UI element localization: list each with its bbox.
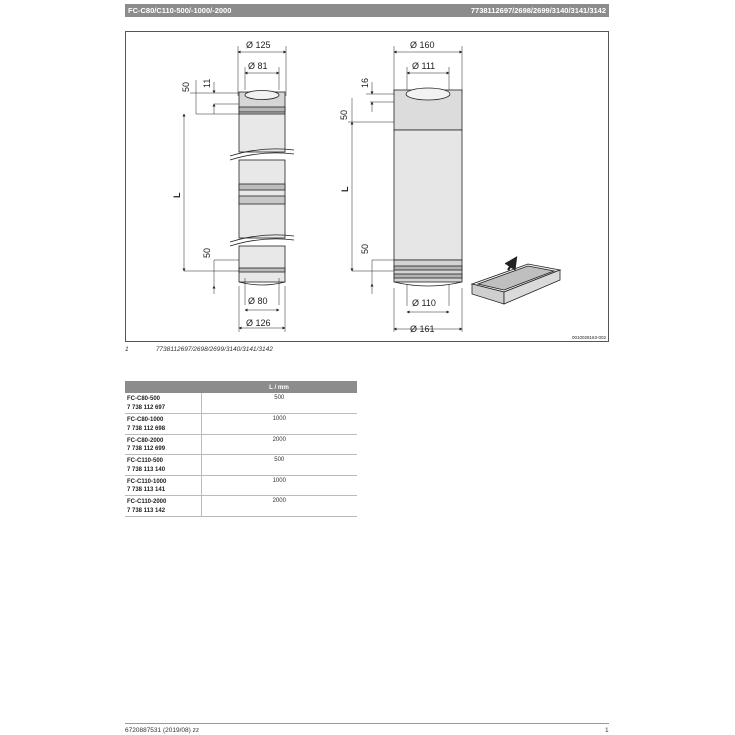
pipe1-d-inner-top: Ø 81 xyxy=(248,61,268,71)
table-row xyxy=(125,434,357,455)
product-length: 500 xyxy=(201,393,357,414)
product-name: FC-C80-500 xyxy=(127,396,161,402)
table-row xyxy=(125,393,357,414)
pipe2-d-outer-top: Ø 160 xyxy=(410,40,435,50)
pipe2-dim-L: L xyxy=(340,186,350,192)
product-length: 500 xyxy=(201,455,357,476)
pipe1-d-outer-top: Ø 125 xyxy=(246,40,271,50)
footer-divider xyxy=(125,723,609,724)
product-name: FC-C110-1000 xyxy=(127,478,167,485)
product-name: FC-C80-1000 xyxy=(127,417,164,423)
pipe1-dim-50-bottom: 50 xyxy=(202,247,212,258)
length-table xyxy=(125,381,357,517)
product-code: 7 738 113 141 xyxy=(127,487,166,493)
pipe2-d-inner-top: Ø 111 xyxy=(412,61,436,71)
pipe-drawing-svg xyxy=(126,32,610,343)
product-length: 1000 xyxy=(201,414,357,435)
table-header-length: L / mm xyxy=(201,381,357,393)
product-code: 7 738 113 140 xyxy=(127,466,166,473)
product-length: 1000 xyxy=(201,475,357,496)
package-box-icon xyxy=(472,258,560,304)
technical-drawing xyxy=(125,31,609,342)
pipe2-d-inner-bottom: Ø 110 xyxy=(412,298,436,308)
product-name: FC-C110-2000 xyxy=(127,499,167,505)
pipe1-d-outer-bottom: Ø 126 xyxy=(246,318,271,328)
page-header xyxy=(125,4,609,17)
figure-caption xyxy=(125,346,273,353)
header-article-numbers: 7738112697/2698/2699/3140/3141/3142 xyxy=(470,6,606,15)
table-row xyxy=(125,455,357,476)
pipe1-dim-L: L xyxy=(172,192,182,198)
header-title: FC-C80/C110-500/-1000/-2000 xyxy=(128,6,232,15)
product-code: 7 738 112 699 xyxy=(127,446,166,452)
pipe2-dim-16: 16 xyxy=(360,77,370,88)
pipe1-dim-11: 11 xyxy=(202,78,212,88)
footer-page-number: 1 xyxy=(605,727,609,734)
table-header-row xyxy=(125,381,357,393)
pipe1-dim-50-top: 50 xyxy=(181,81,191,92)
table-row xyxy=(125,496,357,517)
figure-code: 0010028163-002 xyxy=(571,335,606,340)
caption-text: 7738112697/2698/2699/3140/3141/3142 xyxy=(155,346,273,353)
product-length: 2000 xyxy=(201,434,357,455)
table-row xyxy=(125,475,357,496)
product-name: FC-C110-500 xyxy=(127,458,164,464)
caption-number: 1 xyxy=(125,346,129,353)
pipe1-d-inner-bottom: Ø 80 xyxy=(248,296,268,306)
footer-doc-number: 6720887531 (2019/08) zz xyxy=(125,727,200,734)
table-row xyxy=(125,414,357,435)
product-code: 7 738 112 697 xyxy=(127,404,166,411)
pipe2-dim-50-top: 50 xyxy=(339,109,349,120)
table-header-product xyxy=(125,381,201,393)
product-code: 7 738 113 142 xyxy=(127,507,166,514)
pipe-c80 xyxy=(184,46,294,332)
product-name: FC-C80-2000 xyxy=(127,437,164,444)
pipe2-d-outer-bottom: Ø 161 xyxy=(410,324,435,334)
pipe2-dim-50-bottom: 50 xyxy=(360,243,370,254)
product-length: 2000 xyxy=(201,496,357,517)
product-code: 7 738 112 698 xyxy=(127,425,166,432)
